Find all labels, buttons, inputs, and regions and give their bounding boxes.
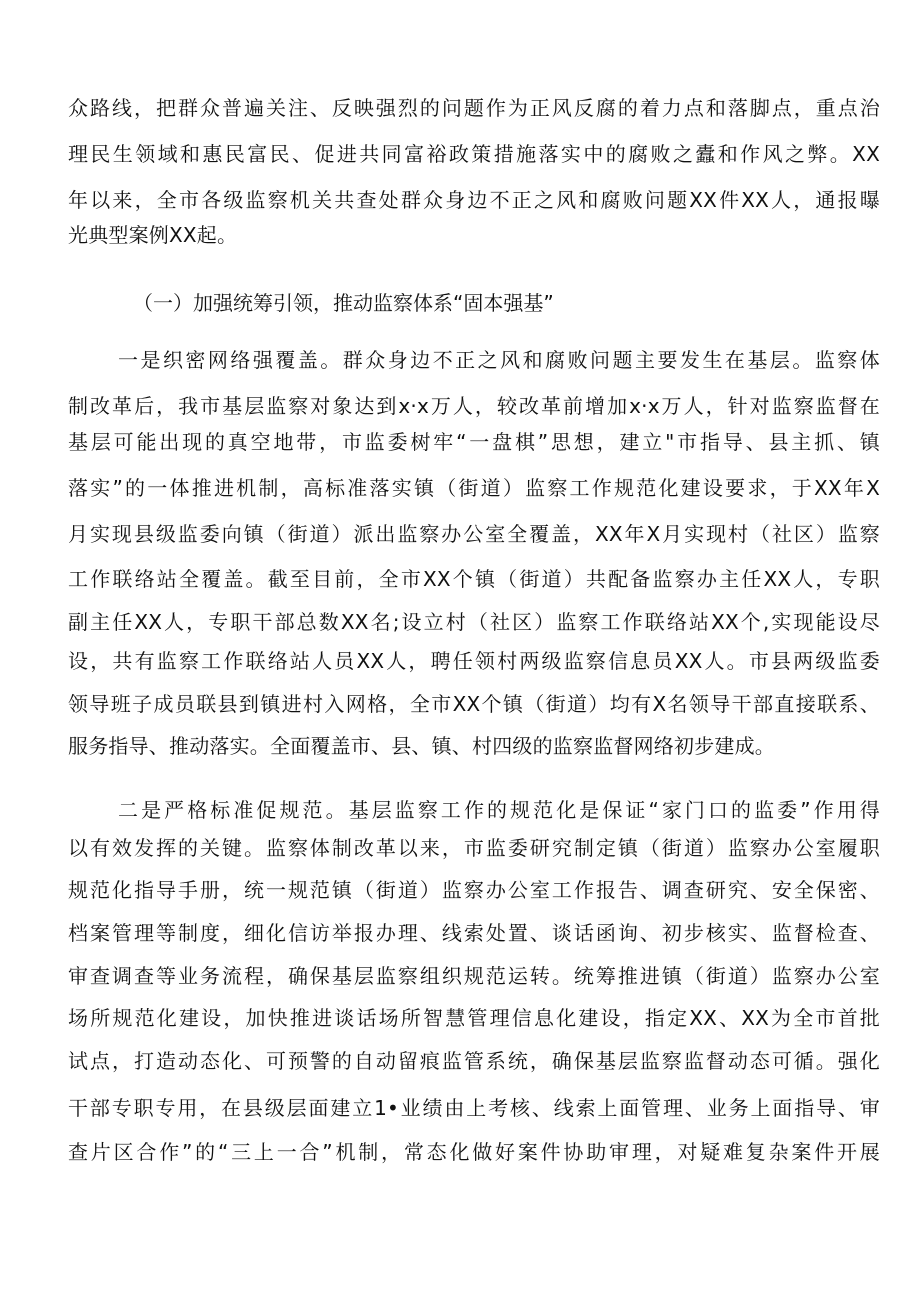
para2-line-4: 档案管理等制度，细化信访举报办理、线索处置、谈话函询、初步核实、监督检查、: [68, 921, 880, 945]
para2-line-1: 二是严格标准促规范。基层监察工作的规范化是保证“家门口的监委”作用得: [118, 798, 880, 822]
para1-line-4: 落实”的一体推进机制，高标准落实镇（街道）监察工作规范化建设要求，于XX年X: [68, 476, 880, 500]
para1-line-2: 制改革后，我市基层监察对象达到x·x万人，较改革前增加x·x万人，针对监察监督在: [68, 394, 880, 418]
para1-line-8: 设，共有监察工作联络站人员XX人，聘任领村两级监察信息员XX人。市县两级监委: [68, 649, 880, 673]
para2-line-6: 场所规范化建设，加快推进谈话场所智慧管理信息化建设，指定XX、XX为全市首批: [68, 1006, 880, 1030]
para1-line-5: 月实现县级监委向镇（街道）派出监察办公室全覆盖，XX年X月实现村（社区）监察: [68, 522, 880, 546]
para1-line-9: 领导班子成员联县到镇进村入网格，全市XX个镇（街道）均有X名领导干部直接联系、: [68, 692, 880, 716]
section-heading: （一）加强统筹引领，推动监察体系“固本强基”: [133, 291, 554, 315]
para2-line-9: 查片区合作”的“三上一合”机制，常态化做好案件协助审理，对疑难复杂案件开展: [68, 1140, 880, 1164]
para2-line-5: 审查调查等业务流程，确保基层监察组织规范运转。统筹推进镇（街道）监察办公室: [68, 964, 880, 988]
para1-line-1: 一是织密网络强覆盖。群众身边不正之风和腐败问题主要发生在基层。监察体: [118, 348, 880, 372]
para2-line-8: 干部专职专用，在县级层面建立1•业绩由上考核、线索上面管理、业务上面指导、审: [68, 1096, 880, 1120]
intro-line-2: 理民生领域和惠民富民、促进共同富裕政策措施落实中的腐败之蠹和作风之弊。XX: [68, 142, 880, 166]
intro-line-4: 光典型案例XX起。: [68, 223, 238, 247]
para2-line-2: 以有效发挥的关键。监察体制改革以来，市监委研究制定镇（街道）监察办公室履职: [68, 836, 880, 860]
para2-line-7: 试点，打造动态化、可预警的自动留痕监管系统，确保基层监察监督动态可循。强化: [68, 1049, 880, 1073]
para1-line-10: 服务指导、推动落实。全面覆盖市、县、镇、村四级的监察监督网络初步建成。: [68, 734, 775, 758]
para1-line-7: 副主任XX人，专职干部总数XX名;设立村（社区）监察工作联络站XX个,实现能设尽: [68, 610, 880, 634]
intro-line-1: 众路线，把群众普遍关注、反映强烈的问题作为正风反腐的着力点和落脚点，重点治: [68, 96, 880, 120]
para1-line-3: 基层可能出现的真空地带，市监委树牢“一盘棋”思想，建立"市指导、县主抓、镇: [68, 430, 880, 454]
para1-line-6: 工作联络站全覆盖。截至目前，全市XX个镇（街道）共配备监察办主任XX人，专职: [68, 567, 880, 591]
intro-line-3: 年以来，全市各级监察机关共查处群众身边不正之风和腐败问题XX件XX人，通报曝: [68, 188, 880, 212]
para2-line-3: 规范化指导手册，统一规范镇（街道）监察办公室工作报告、调查研究、安全保密、: [68, 878, 880, 902]
